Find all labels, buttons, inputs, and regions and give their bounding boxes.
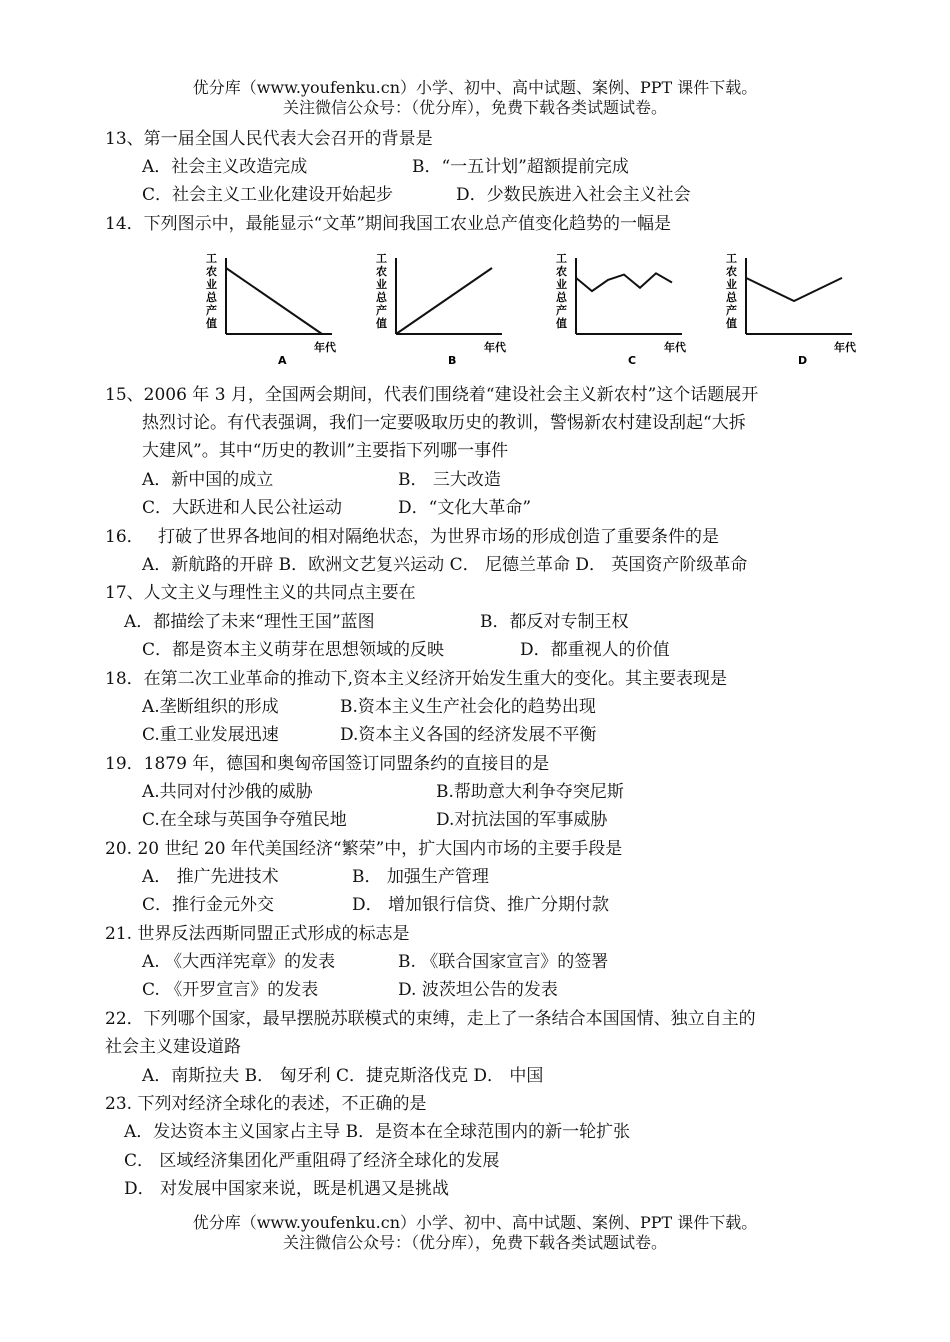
footer-line-1: 优分库（www.youfenku.cn）小学、初中、高中试题、案例、PPT 课件下载。 [192,1213,758,1232]
y-axis-label-char: 工 [726,252,737,265]
q13-option-a: A．社会主义改造完成 [142,157,308,177]
x-axis-label: 年代 [484,341,506,354]
y-axis-label-char: 值 [376,317,387,330]
header-line-2: 关注微信公众号：（优分库），免费下载各类试题试卷。 [282,98,667,117]
q13-option-b: B．“一五计划”超额提前完成 [412,157,629,177]
q15-option-b: B． 三大改造 [398,470,501,490]
q16-stem: 打破了世界各地间的相对隔绝状态，为世界市场的形成创造了重要条件的是 [158,527,719,547]
q18-stem: 18．在第二次工业革命的推动下,资本主义经济开始发生重大的变化。其主要表现是 [105,669,728,689]
q15-option-c: C．大跃进和人民公社运动 [142,498,343,518]
q20-option-b: B． 加强生产管理 [352,867,489,887]
q15-line-2: 热烈讨论。有代表强调，我们一定要吸取历史的教训，警惕新农村建设刮起“大拆 [142,413,746,433]
q18-option-a: A.垄断组织的形成 [142,697,279,717]
q14-chart-b [362,250,522,368]
q14-stem: 14．下列图示中，最能显示“文革”期间我国工农业总产值变化趋势的一幅是 [105,214,672,234]
y-axis-label-char: 业 [206,278,217,291]
y-axis-label-char: 值 [206,317,217,330]
q16-number: 16． [105,527,144,547]
q14-chart-d [712,250,872,368]
q17-option-b: B．都反对专制王权 [480,612,629,632]
trend-line [396,268,492,334]
y-axis-label-char: 工 [206,252,217,265]
y-axis-label-char: 产 [556,304,567,317]
q13-option-d: D．少数民族进入社会主义社会 [456,185,691,205]
q13-option-c: C．社会主义工业化建设开始起步 [142,185,394,205]
y-axis-label-char: 工 [556,252,567,265]
x-axis-label: 年代 [664,341,686,354]
q14-chart-c [542,250,702,368]
q21-stem: 21. 世界反法西斯同盟正式形成的标志是 [105,924,410,944]
q20-option-a: A． 推广先进技术 [142,867,279,887]
q20-stem: 20. 20 世纪 20 年代美国经济“繁荣”中，扩大国内市场的主要手段是 [105,839,623,859]
trend-line [226,268,322,334]
q14-chart-c-svg [542,250,702,368]
q19-option-d: D.对抗法国的军事威胁 [436,810,608,830]
q14-chart-a-svg [192,250,352,368]
q18-option-c: C.重工业发展迅速 [142,725,279,745]
page-header [0,78,950,118]
y-axis-label-char: 产 [376,304,387,317]
q23-option-d: D． 对发展中国家来说，既是机遇又是挑战 [124,1179,450,1199]
q14-chart-d-svg [712,250,872,368]
y-axis-label-char: 农 [726,265,737,278]
y-axis-label-char: 业 [556,278,567,291]
q20-option-c: C．推行金元外交 [142,895,275,915]
q19-option-a: A.共同对付沙俄的威胁 [142,782,313,802]
q19-stem: 19．1879 年，德国和奥匈帝国签订同盟条约的直接目的是 [105,754,550,774]
y-axis-label-char: 农 [376,265,387,278]
trend-line [746,278,842,301]
q17-option-c: C．都是资本主义萌芽在思想领域的反映 [142,640,445,660]
y-axis-label-char: 总 [206,291,217,304]
q22-line-1: 22．下列哪个国家，最早摆脱苏联模式的束缚，走上了一条结合本国国情、独立自主的 [105,1009,756,1029]
q19-option-c: C.在全球与英国争夺殖民地 [142,810,347,830]
q17-stem: 17、人文主义与理性主义的共同点主要在 [105,583,416,603]
y-axis-label-char: 业 [376,278,387,291]
y-axis-label-char: 总 [376,291,387,304]
y-axis-label-char: 业 [726,278,737,291]
q23-options-ab: A．发达资本主义国家占主导 B．是资本在全球范围内的新一轮扩张 [124,1122,631,1142]
q19-option-b: B.帮助意大利争夺突尼斯 [436,782,624,802]
page-footer [0,1213,950,1253]
q17-option-d: D．都重视人的价值 [520,640,670,660]
q15-option-d: D．“文化大革命” [398,498,532,518]
q21-option-c: C. 《开罗宣言》的发表 [142,980,319,1000]
x-axis-label: 年代 [834,341,856,354]
y-axis-label-char: 工 [376,252,387,265]
y-axis-label-char: 产 [206,304,217,317]
y-axis-label-char: 值 [556,317,567,330]
footer-line-2: 关注微信公众号：（优分库），免费下载各类试题试卷。 [282,1233,667,1252]
q18-option-b: B.资本主义生产社会化的趋势出现 [340,697,596,717]
y-axis-label-char: 农 [206,265,217,278]
y-axis-label-char: 总 [556,291,567,304]
y-axis-label-char: 值 [726,317,737,330]
q22-line-2: 社会主义建设道路 [105,1037,241,1057]
chart-label: A [278,354,287,367]
q23-option-c: C． 区域经济集团化严重阻碍了经济全球化的发展 [124,1151,500,1171]
y-axis-label-char: 总 [726,291,737,304]
header-line-1: 优分库（www.youfenku.cn）小学、初中、高中试题、案例、PPT 课件下载。 [192,78,758,97]
chart-label: D [798,354,808,367]
q23-stem: 23. 下列对经济全球化的表述，不正确的是 [105,1094,427,1114]
q14-chart-a [192,250,352,368]
q21-option-a: A. 《大西洋宪章》的发表 [142,952,336,972]
x-axis-label: 年代 [314,341,336,354]
y-axis-label-char: 产 [726,304,737,317]
q13-stem: 13、第一届全国人民代表大会召开的背景是 [105,129,433,149]
q20-option-d: D． 增加银行信贷、推广分期付款 [352,895,610,915]
q16-options: A．新航路的开辟 B．欧洲文艺复兴运动 C． 尼德兰革命 D． 英国资产阶级革命 [142,555,748,575]
trend-line [576,273,672,291]
q18-option-d: D.资本主义各国的经济发展不平衡 [340,725,597,745]
q14-chart-b-svg [362,250,522,368]
chart-label: C [628,354,637,367]
y-axis-label-char: 农 [556,265,567,278]
q22-options: A．南斯拉夫 B． 匈牙利 C．捷克斯洛伐克 D． 中国 [142,1066,544,1086]
q17-option-a: A．都描绘了未来“理性王国”蓝图 [124,612,375,632]
q15-line-3: 大建风”。其中“历史的教训”主要指下列哪一事件 [142,441,509,461]
q21-option-b: B. 《联合国家宣言》的签署 [398,952,609,972]
q15-line-1: 15、2006 年 3 月，全国两会期间，代表们围绕着“建设社会主义新农村”这个话题展开 [105,385,759,405]
chart-label: B [448,354,457,367]
q15-option-a: A．新中国的成立 [142,470,274,490]
q21-option-d: D. 波茨坦公告的发表 [398,980,558,1000]
